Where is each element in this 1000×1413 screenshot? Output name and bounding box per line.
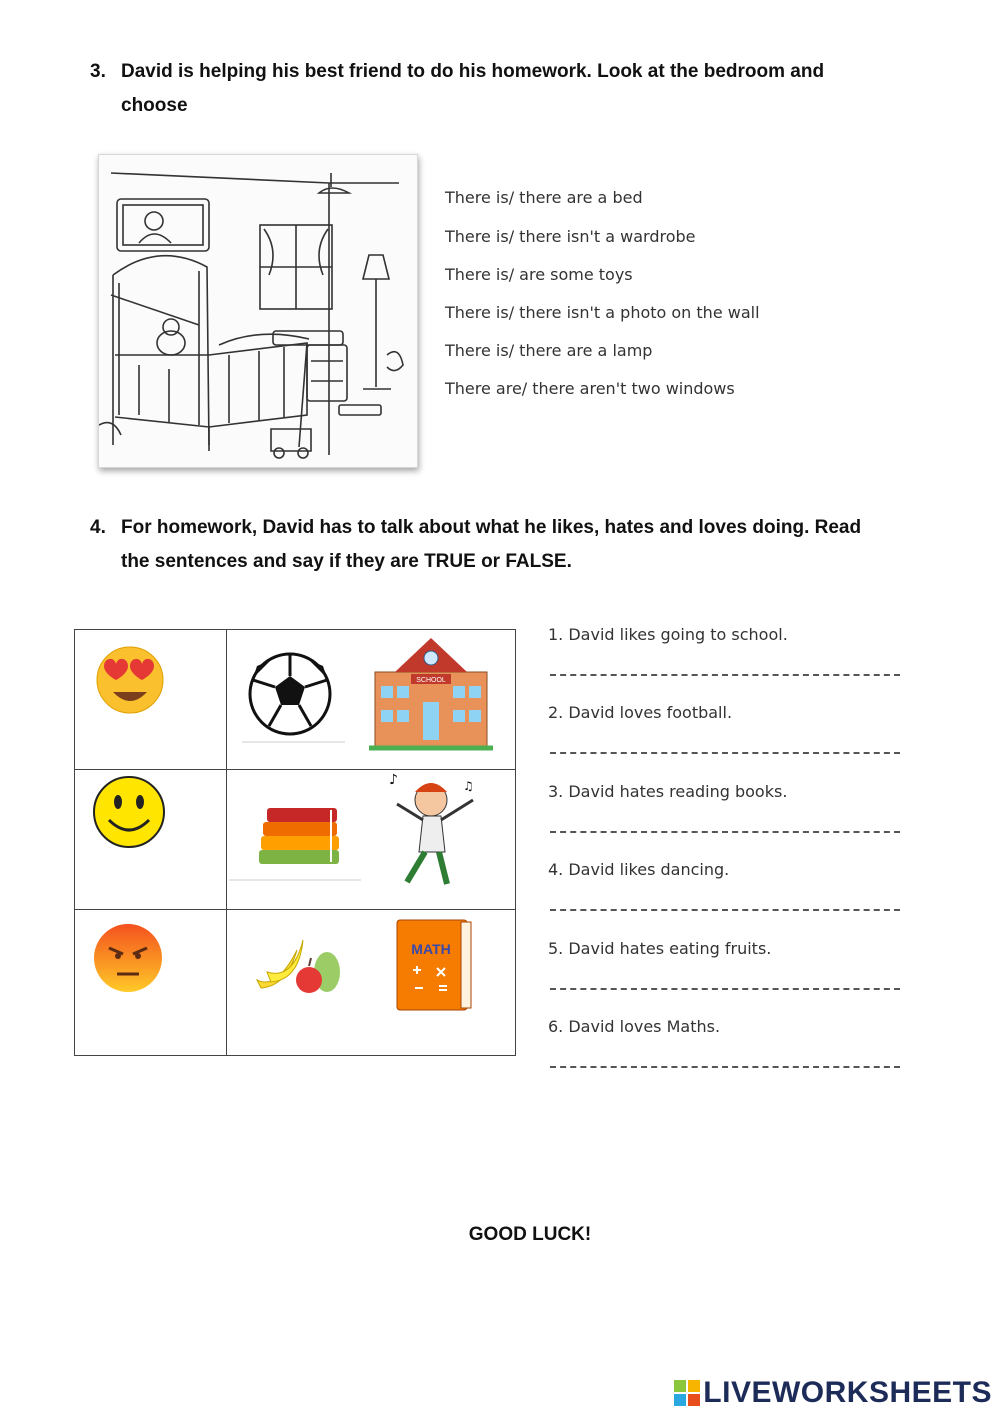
bedroom-drawing [99, 155, 417, 467]
nightstand [307, 345, 347, 401]
tf-answer-line-2[interactable] [550, 752, 900, 754]
emotion-cell-like [75, 770, 227, 910]
liveworksheets-brand [674, 1376, 992, 1410]
emotions-activities-table [74, 629, 516, 1056]
dancing-boy-icon [389, 772, 474, 884]
q3-instruction-line1: David is helping his best friend to do his homework. Look at the bedroom and [121, 61, 825, 82]
tf-answer-line-4[interactable] [550, 909, 900, 911]
good-luck-text: GOOD LUCK! [468, 1224, 592, 1245]
q4-instruction-line2: the sentences and say if they are TRUE or FALSE. [121, 551, 572, 572]
q4-instruction-line1: For homework, David has to talk about what he likes, hates and loves doing. Read [121, 517, 862, 538]
q4-number: 4. [90, 517, 106, 538]
brand-text: LIVEWORKSHEETS [703, 1376, 992, 1409]
bedroom-illustration [98, 154, 418, 468]
tf-statement-6: 6. David loves Maths. [548, 1017, 721, 1036]
emotion-cell-hate [75, 910, 227, 1056]
activity-cell-books-dancing [227, 770, 516, 910]
floor-lamp [363, 255, 389, 279]
school-sign-text: SCHOOL [416, 677, 446, 684]
emotion-cell-love [75, 630, 227, 770]
activities-row1 [227, 630, 517, 770]
activities-row3 [227, 910, 517, 1056]
math-book-title: MATH [411, 941, 451, 957]
smiley-emoji-icon [75, 770, 226, 910]
angry-emoji-icon [75, 910, 226, 1056]
tf-answer-line-1[interactable] [550, 674, 900, 676]
choose-option-4[interactable]: There is/ there isn't a photo on the wall [445, 303, 760, 322]
activity-cell-football-school [227, 630, 516, 770]
tf-statement-4: 4. David likes dancing. [548, 860, 730, 879]
wall-photo [117, 199, 209, 251]
math-book-icon [397, 920, 471, 1010]
tf-statement-5: 5. David hates eating fruits. [548, 939, 772, 958]
choose-option-6[interactable]: There are/ there aren't two windows [445, 379, 735, 398]
books-stack-icon [259, 808, 339, 864]
tf-answer-line-5[interactable] [550, 988, 900, 990]
activities-row2 [227, 770, 517, 910]
fruits-icon [257, 940, 340, 993]
heart-eyes-emoji-icon [75, 630, 226, 770]
tf-statement-3: 3. David hates reading books. [548, 782, 788, 801]
football-icon [250, 654, 330, 734]
tf-statement-2: 2. David loves football. [548, 703, 733, 722]
toy-on-wall [387, 352, 403, 371]
svg-text:♫: ♫ [463, 779, 474, 793]
liveworksheets-logo-icon [674, 1380, 700, 1406]
books-on-floor [339, 405, 381, 415]
choose-option-2[interactable]: There is/ there isn't a wardrobe [445, 227, 696, 246]
choose-option-3[interactable]: There is/ are some toys [445, 265, 633, 284]
svg-text:♪: ♪ [389, 772, 398, 788]
tf-answer-line-3[interactable] [550, 831, 900, 833]
tf-answer-line-6[interactable] [550, 1066, 900, 1068]
choose-option-1[interactable]: There is/ there are a bed [445, 188, 643, 207]
activity-cell-fruits-maths [227, 910, 516, 1056]
school-building-icon [369, 638, 493, 748]
choose-option-5[interactable]: There is/ there are a lamp [445, 341, 653, 360]
tf-statement-1: 1. David likes going to school. [548, 625, 788, 644]
q3-number: 3. [90, 61, 106, 82]
q3-instruction-line2: choose [121, 95, 188, 116]
